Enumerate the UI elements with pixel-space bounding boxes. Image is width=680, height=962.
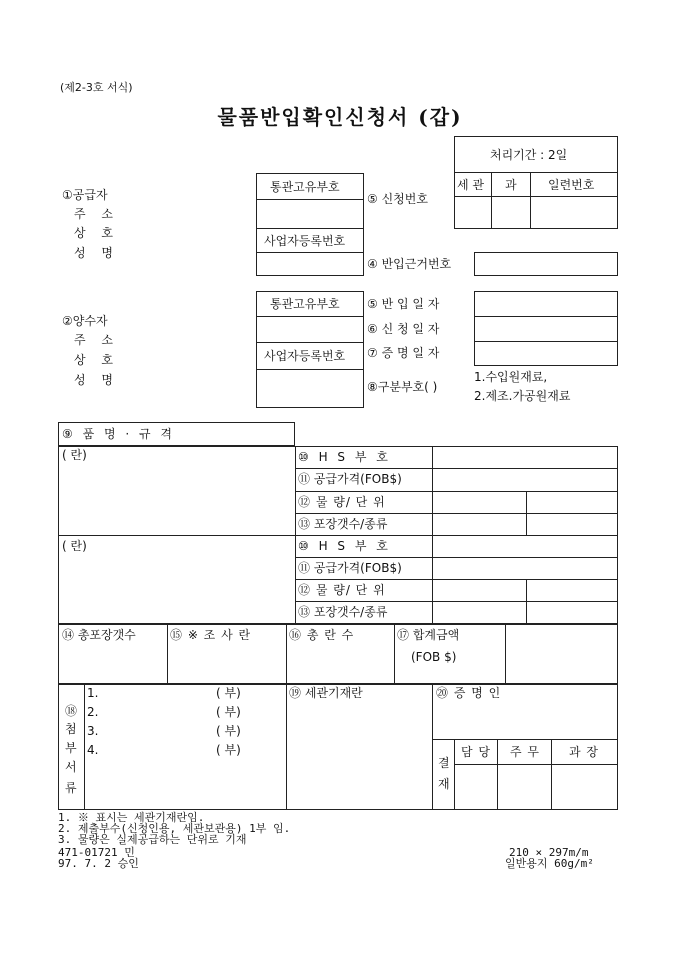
col-serial: 일련번호 <box>548 178 595 192</box>
paper-size: 210 × 297m/m <box>509 846 589 859</box>
application-date-label: ⑥ 신 청 일 자 <box>367 322 440 336</box>
attachment-copies-3: ( 부) <box>216 724 241 738</box>
role-staff: 담 당 <box>461 745 491 759</box>
note-2: 2. 제출부수(신청인용, 세관보관용) 1부 임. <box>58 822 291 835</box>
supplier-biz-reg: 사업자등록번호 <box>264 234 346 248</box>
category-option-1: 1.수입원재료, <box>474 370 548 384</box>
total-amount: ⑰ 합계금액 <box>397 628 460 642</box>
transferee-biz-reg: 사업자등록번호 <box>264 349 346 363</box>
supply-price-2: ⑪ 공급가격(FOB$) <box>298 561 402 575</box>
category-option-2: 2.제조.가공원재료 <box>474 389 571 403</box>
attachment-item-1: 1. <box>87 686 99 700</box>
packages-2: ⑬ 포장갯수/종류 <box>298 605 388 619</box>
inspection-field: ⑮ ※ 조 사 란 <box>170 628 252 642</box>
attachments-char-2: 부 <box>65 741 77 755</box>
total-amount-unit: (FOB $) <box>411 650 457 664</box>
total-columns: ⑯ 총 란 수 <box>289 628 355 642</box>
qty-unit-2: ⑫ 물 량/ 단 위 <box>298 583 386 597</box>
transferee-name: 성 명 <box>74 373 119 387</box>
import-basis-field <box>474 252 618 276</box>
approval-char-1: 결 <box>438 756 450 770</box>
category-code: ⑧구분부호( ) <box>367 380 438 394</box>
note-1: 1. ※ 표시는 세관기재란임. <box>58 811 205 824</box>
import-date-label: ⑤ 반 입 일 자 <box>367 297 440 311</box>
transferee-company: 상 호 <box>74 353 119 367</box>
approval-number: 471-01721 민 <box>58 846 135 859</box>
attachments-char-3: 서 <box>65 760 77 774</box>
paper-type: 일반용지 60g/m² <box>505 857 594 870</box>
goods-header: ⑨ 품 명 · 규 격 <box>62 427 176 441</box>
transferee-address: 주 소 <box>74 333 119 347</box>
role-director: 과 장 <box>569 745 599 759</box>
goods-row-1-label: ( 란) <box>62 448 87 462</box>
supplier-customs-code: 통관고유부호 <box>270 180 340 194</box>
hs-code-2: ⑩ H S 부 호 <box>298 539 391 553</box>
attachment-item-4: 4. <box>87 743 99 757</box>
total-packages: ⑭ 총포장갯수 <box>62 628 136 642</box>
attachment-item-3: 3. <box>87 724 99 738</box>
customs-notes: ⑲ 세관기재란 <box>289 686 363 700</box>
attachments-num: ⑱ <box>65 704 78 718</box>
transferee-label: ②양수자 <box>62 314 108 328</box>
attachment-item-2: 2. <box>87 705 99 719</box>
page-title: 물품반입확인신청서 (갑) <box>217 105 463 129</box>
processing-period: 처리기간 : 2일 <box>490 148 568 162</box>
attachments-char-4: 류 <box>65 781 77 795</box>
form-code: (제2-3호 서식) <box>60 81 133 94</box>
approval-date: 97. 7. 2 승인 <box>58 857 139 870</box>
note-3: 3. 물량은 실제공급하는 단위로 기재 <box>58 833 247 846</box>
col-section: 과 <box>505 178 517 192</box>
qty-unit-1: ⑫ 물 량/ 단 위 <box>298 495 386 509</box>
attachments-char-1: 첨 <box>65 722 77 736</box>
supplier-label: ①공급자 <box>62 188 108 202</box>
goods-row-2-label: ( 란) <box>62 539 87 553</box>
certifier: ⑳ 증 명 인 <box>436 686 502 700</box>
packages-1: ⑬ 포장갯수/종류 <box>298 517 388 531</box>
certification-date-label: ⑦ 증 명 일 자 <box>367 346 440 360</box>
approval-char-2: 재 <box>438 777 450 791</box>
transferee-customs-code: 통관고유부호 <box>270 297 340 311</box>
attachment-copies-4: ( 부) <box>216 743 241 757</box>
supplier-name: 성 명 <box>74 246 119 260</box>
supplier-company: 상 호 <box>74 226 119 240</box>
import-basis-no: ④ 반입근거번호 <box>367 257 452 271</box>
supply-price-1: ⑪ 공급가격(FOB$) <box>298 472 402 486</box>
role-manager: 주 무 <box>510 745 540 759</box>
application-no: ⑤ 신청번호 <box>367 192 428 206</box>
hs-code-1: ⑩ H S 부 호 <box>298 450 391 464</box>
col-customs: 세 관 <box>457 178 484 192</box>
dates-box <box>474 291 618 366</box>
attachment-copies-1: ( 부) <box>216 686 241 700</box>
attachment-copies-2: ( 부) <box>216 705 241 719</box>
supplier-address: 주 소 <box>74 207 119 221</box>
